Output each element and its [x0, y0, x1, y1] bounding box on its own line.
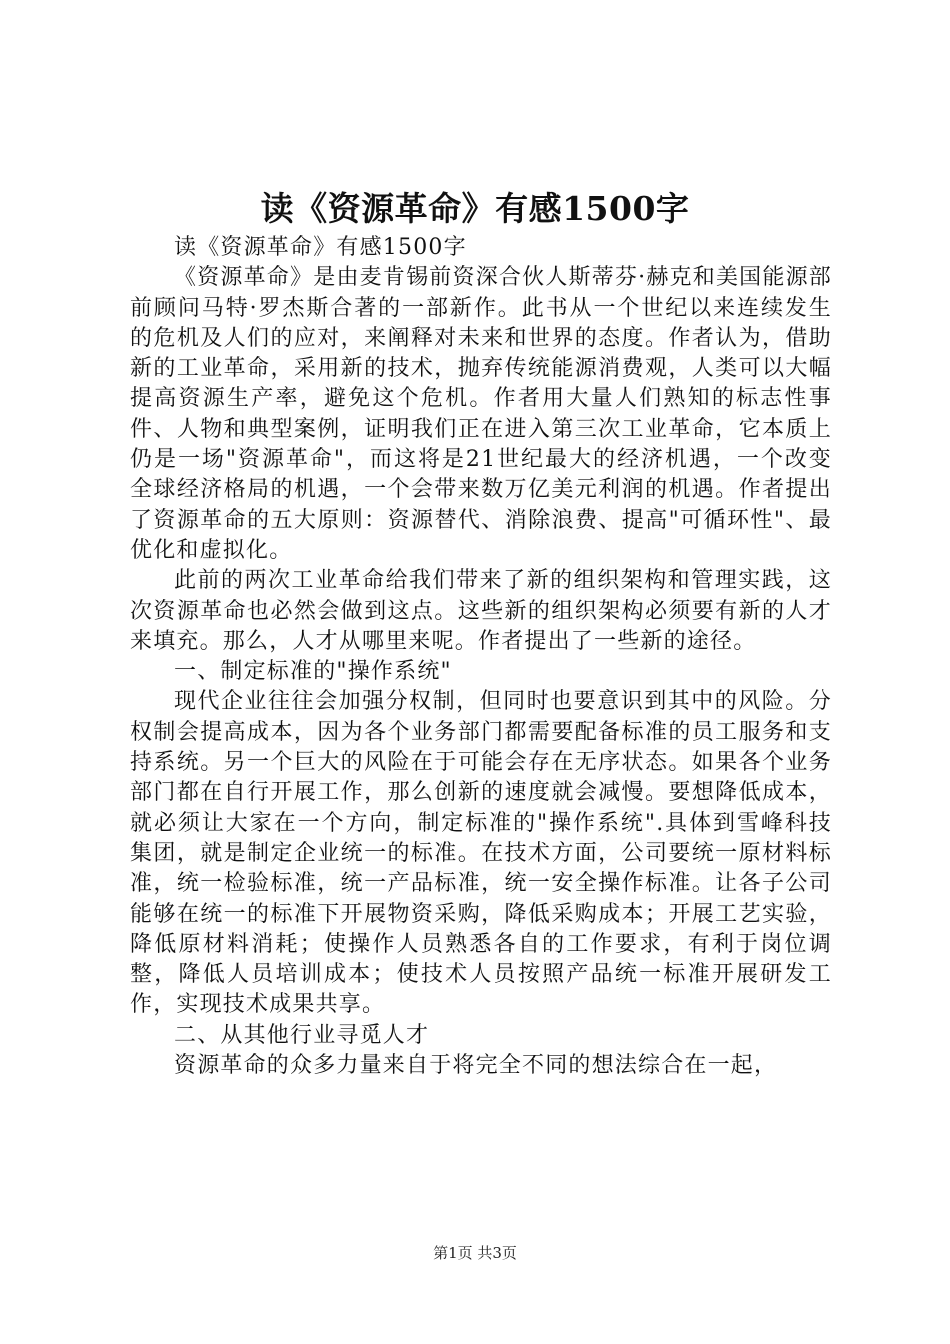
intro-paragraph: 《资源革命》是由麦肯锡前资深合伙人斯蒂芬·赫克和美国能源部前顾问马特·罗杰斯合著的一部新作。此书从一个世纪以来连续发生的危机及人们的应对，来阐释对未来和世界的态度。作者认为，借助新的工业革命，采用新的技术，抛弃传统能源消费观，人类可以大幅提高资源生产率，避免这个危机。作者用大量人们熟知的标志性事件、人物和典型案例，证明我们正在进入第三次工业革命，它本质上仍是一场"资源革命"，而这将是21世纪最大的经济机遇，一个改变全球经济格局的机遇，一个会带来数万亿美元利润的机遇。作者提出了资源革命的五大原则：资源替代、消除浪费、提高"可循环性"、最优化和虚拟化。 — [130, 265, 832, 563]
document-title: 读《资源革命》有感1500字 — [260, 189, 690, 228]
body-paragraph: 此前的两次工业革命给我们带来了新的组织架构和管理实践，这次资源革命也必然会做到这点。这些新的组织架构必须要有新的人才来填充。那么，人才从哪里来呢。作者提出了一些新的途径。 — [130, 568, 832, 654]
document-body — [130, 233, 832, 1081]
page-footer: 第1页 共3页 — [433, 1244, 517, 1262]
section-heading-1: 一、制定标准的"操作系统" — [174, 659, 452, 685]
subtitle-paragraph: 读《资源革命》有感1500字 — [174, 235, 467, 260]
body-paragraph: 资源革命的众多力量来自于将完全不同的想法综合在一起， — [174, 1053, 778, 1079]
section-heading-2: 二、从其他行业寻觅人才 — [174, 1022, 430, 1048]
body-paragraph: 现代企业往往会加强分权制，但同时也要意识到其中的风险。分权制会提高成本，因为各个业务部门都需要配备标准的员工服务和支持系统。另一个巨大的风险在于可能会存在无序状态。如果各个业务部门都在自行开展工作，那么创新的速度就会减慢。要想降低成本，就必须让大家在一个方向，制定标准的"操作系统".具体到雪峰科技集团，就是制定企业统一的标准。在技术方面，公司要统一原材料标准，统一检验标准，统一产品标准，统一安全操作标准。让各子公司能够在统一的标准下开展物资采购，降低采购成本；开展工艺实验，降低原材料消耗；使操作人员熟悉各自的工作要求，有利于岗位调整，降低人员培训成本；使技术人员按照产品统一标准开展研发工作，实现技术成果共享。 — [130, 689, 832, 1018]
